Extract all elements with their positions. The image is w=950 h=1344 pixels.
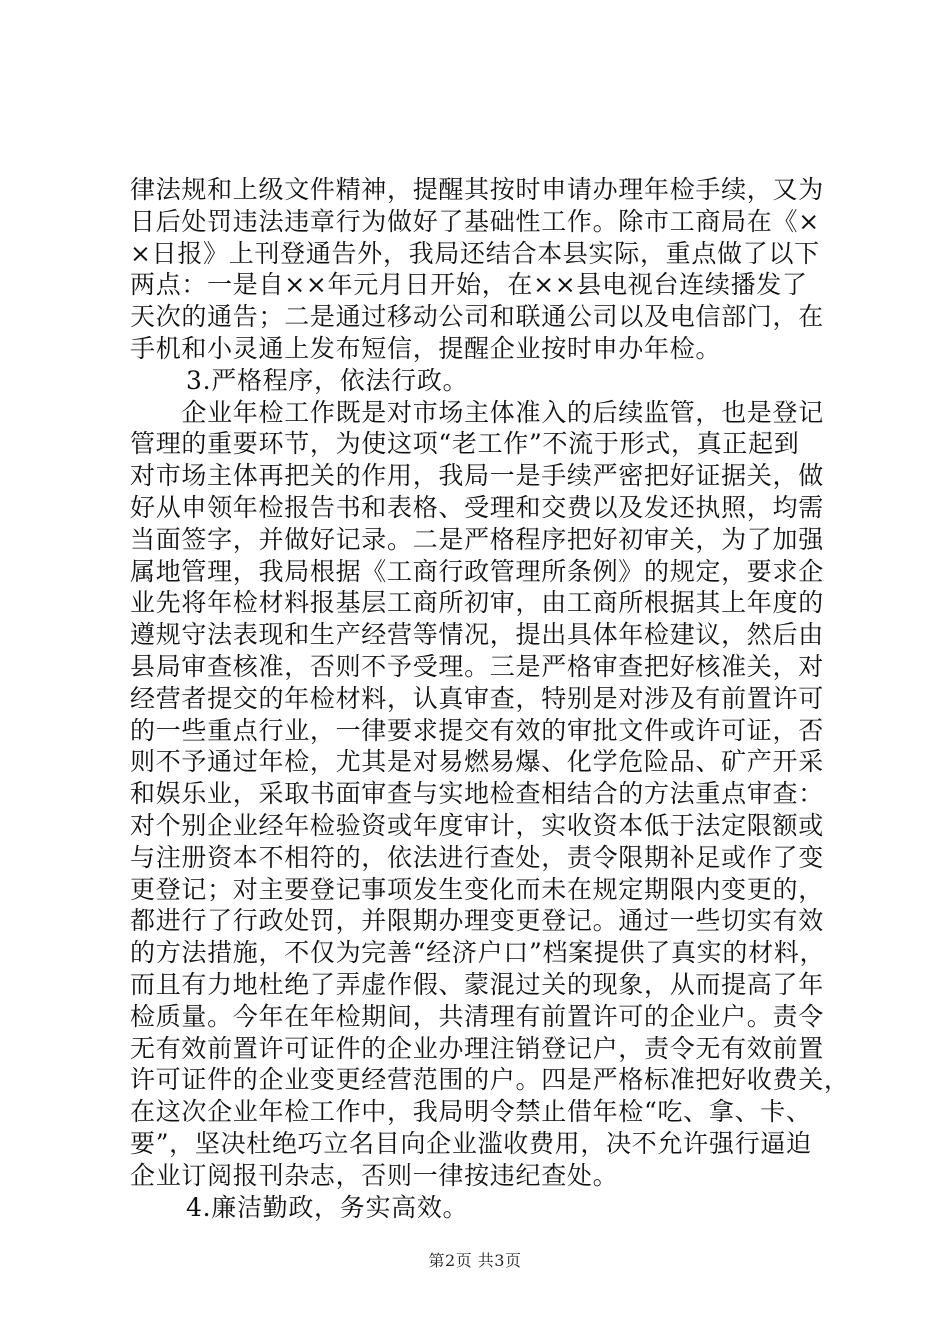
body-line: 遵规守法表现和生产经营等情况，提出具体年检建议，然后由 — [130, 620, 824, 650]
body-line: 业先将年检材料报基层工商所初审，由工商所根据其上年度的 — [130, 588, 824, 618]
body-line: 许可证件的企业变更经营范围的户。四是严格标准把好收费关， — [130, 1065, 850, 1095]
body-line: 而且有力地杜绝了弄虚作假、蒙混过关的现象，从而提高了年 — [130, 969, 824, 999]
body-line: 经营者提交的年检材料，认真审查，特别是对涉及有前置许可 — [130, 683, 824, 713]
body-line: 日后处罚违法违章行为做好了基础性工作。除市工商局在《× — [130, 206, 820, 236]
document-body — [130, 174, 850, 1223]
body-line: ×日报》上刊登通告外，我局还结合本县实际，重点做了以下 — [130, 238, 820, 268]
body-line: 更登记；对主要登记事项发生变化而未在规定期限内变更的， — [130, 874, 824, 904]
body-line: 要”，坚决杜绝巧立名目向企业滥收费用，决不允许强行逼迫 — [130, 1128, 812, 1158]
body-line: 企业年检工作既是对市场主体准入的后续监管，也是登记 — [130, 397, 824, 427]
body-line: 手机和小灵通上发布短信，提醒企业按时申办年检。 — [130, 333, 722, 363]
body-line: 当面签字，并做好记录。二是严格程序把好初审关，为了加强 — [130, 524, 824, 554]
body-line: 和娱乐业，采取书面审查与实地检查相结合的方法重点审查： — [130, 779, 824, 809]
body-line: 无有效前置许可证件的企业办理注销登记户，责令无有效前置 — [130, 1033, 824, 1063]
body-line: 的一些重点行业，一律要求提交有效的审批文件或许可证，否 — [130, 715, 824, 745]
page-number-footer: 第2页 共3页 — [428, 1251, 522, 1270]
body-line: 与注册资本不相符的，依法进行查处，责令限期补足或作了变 — [130, 842, 824, 872]
body-line: 属地管理，我局根据《工商行政管理所条例》的规定，要求企 — [130, 556, 824, 586]
body-line: 在这次企业年检工作中，我局明令禁止借年检“吃、拿、卡、 — [130, 1097, 812, 1127]
body-line: 检质量。今年在年检期间，共清理有前置许可的企业户。责令 — [130, 1001, 824, 1031]
body-line: 对个别企业经年检验资或年度审计，实收资本低于法定限额或 — [130, 810, 824, 840]
section-heading-3: 3.严格程序，依法行政。 — [186, 365, 469, 395]
body-line: 好从申领年检报告书和表格、受理和交费以及发还执照，均需 — [130, 492, 824, 522]
body-line: 的方法措施，不仅为完善“经济户口”档案提供了真实的材料， — [130, 938, 826, 968]
body-line: 两点：一是自××年元月日开始，在××县电视台连续播发了 — [130, 270, 808, 300]
body-line: 天次的通告；二是通过移动公司和联通公司以及电信部门，在 — [130, 302, 824, 332]
body-line: 企业订阅报刊杂志，否则一律按违纪查处。 — [130, 1160, 619, 1190]
body-line: 管理的重要环节，为使这项“老工作”不流于形式，真正起到 — [130, 429, 800, 459]
body-line: 县局审查核准，否则不予受理。三是严格审查把好核准关，对 — [130, 651, 824, 681]
body-line: 则不予通过年检，尤其是对易燃易爆、化学危险品、矿产开采 — [130, 747, 824, 777]
body-line: 都进行了行政处罚，并限期办理变更登记。通过一些切实有效 — [130, 906, 824, 936]
body-line: 律法规和上级文件精神，提醒其按时申请办理年检手续，又为 — [130, 175, 824, 204]
body-line: 对市场主体再把关的作用，我局一是手续严密把好证据关，做 — [130, 461, 824, 491]
section-heading-4: 4.廉洁勤政，务实高效。 — [186, 1192, 469, 1222]
